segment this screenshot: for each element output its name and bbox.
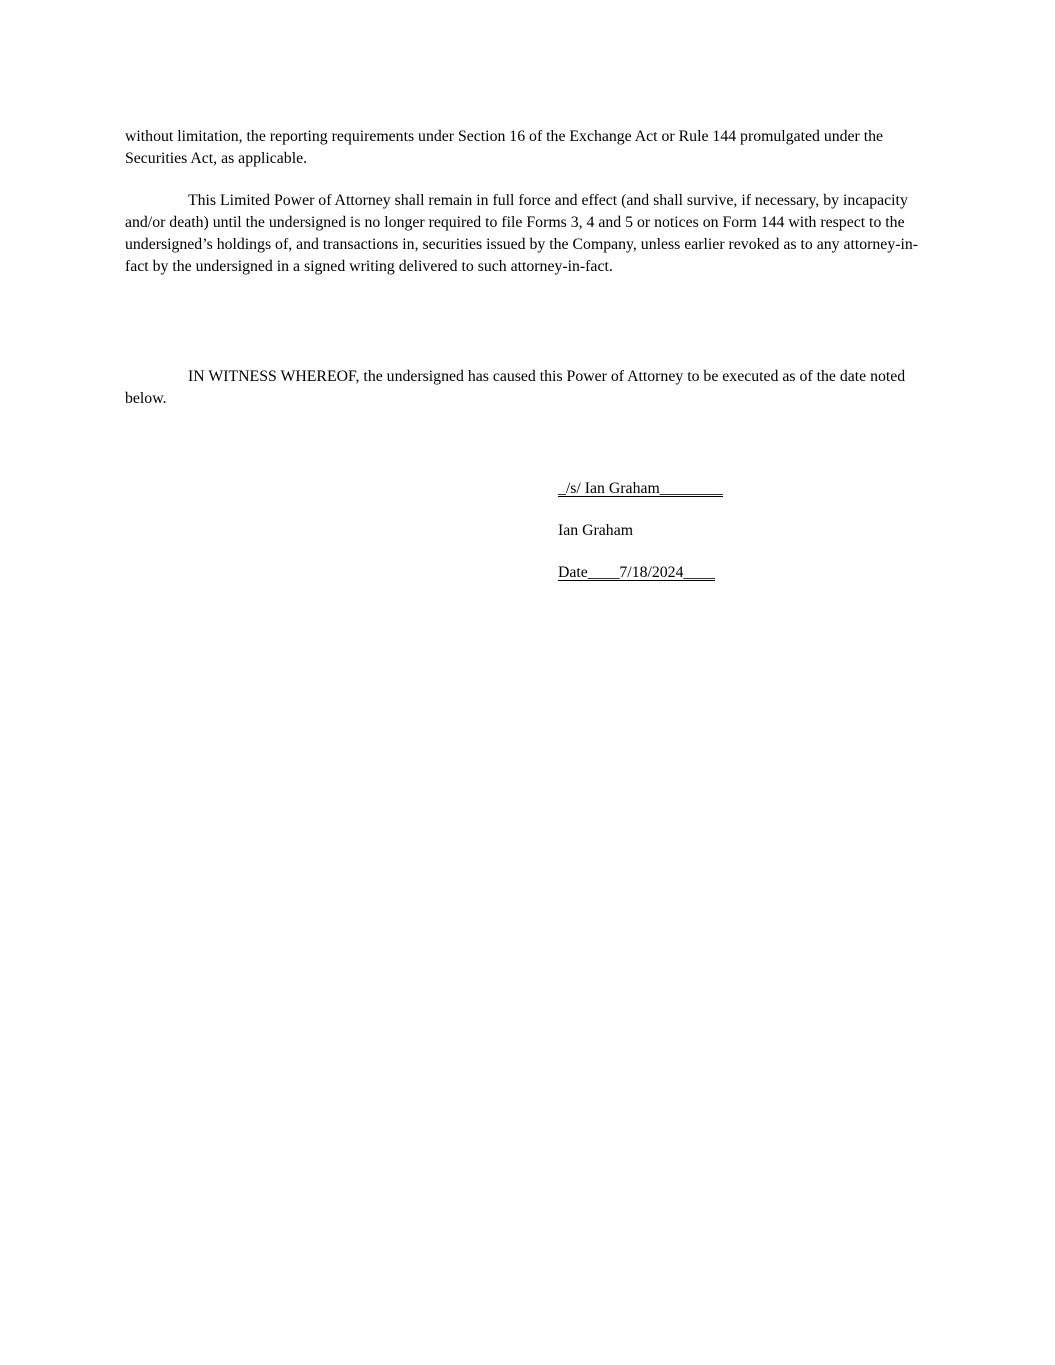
paragraph-poa-duration: This Limited Power of Attorney shall remain in full force and effect (and shall survive, if necessary, by incapacity and/or death) until the undersigned is no longer required to file Forms 3, 4 and 5 or notices on Form 144 with respect to the undersigned’s holdings of, and transactions in, securities issued by the Company, unless earlier revoked as to any attorney-in-fact by the undersigned in a signed writing delivered to such attorney-in-fact. — [125, 192, 919, 275]
signatory-printed-name: Ian Graham — [558, 522, 633, 539]
date-line: Date____7/18/2024____ — [558, 564, 716, 581]
paragraph-in-witness-whereof: IN WITNESS WHEREOF, the undersigned has caused this Power of Attorney to be executed as of the date noted below. — [125, 368, 906, 407]
paragraph-reporting-requirements: without limitation, the reporting requirements under Section 16 of the Exchange Act or Rule 144 promulgated under the Securities Act, as applicable. — [125, 128, 884, 167]
signature-block — [558, 478, 935, 584]
document-content — [125, 126, 935, 584]
signature-line: _/s/ Ian Graham________ — [558, 480, 723, 497]
